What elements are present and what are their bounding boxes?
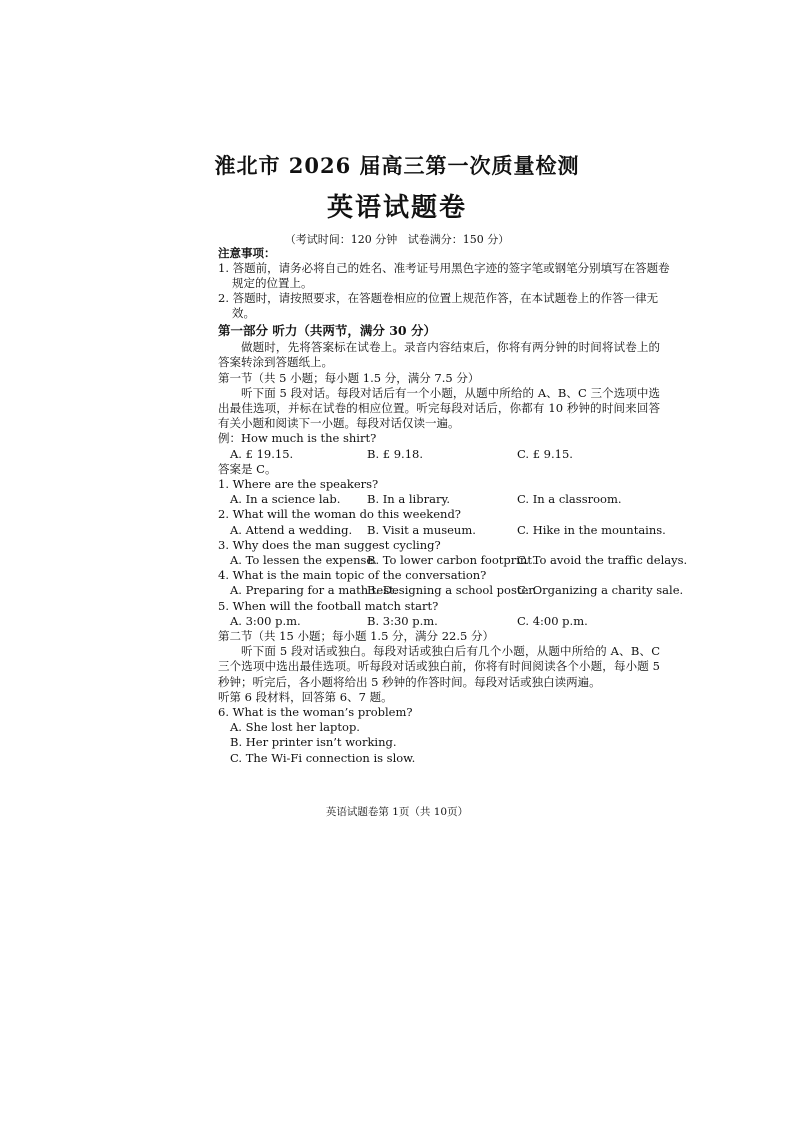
question-1-options: [218, 492, 660, 507]
example-options: [218, 447, 660, 462]
option-b: B. To lower carbon footprint.: [367, 553, 536, 567]
exam-title: 淮北市 2026 届高三第一次质量检测: [214, 153, 580, 178]
option-c: C. 4:00 p.m.: [517, 613, 588, 628]
option-a: A. To lessen the expense.: [230, 553, 377, 567]
option-c: C. The Wi-Fi connection is slow.: [230, 750, 416, 765]
option-b: B. Designing a school poster.: [367, 583, 537, 598]
option-a: A. Preparing for a math test.: [230, 583, 398, 598]
option-b: B. £ 9.18.: [367, 446, 423, 461]
question-3-options: [218, 553, 688, 568]
option-b: B. In a library.: [367, 492, 451, 507]
section2-intro: 听下面 5 段对话或独白。每段对话或独白后有几个小题，从题中所给的 A、B、C 三个选项中选出最佳选项。听每段对话或独白前，你将有时间阅读各个小题，每小题 5 秒钟；听完后，各小题将给出 5 秒钟的作答时间。每段对话或独白读两遍。: [218, 644, 660, 689]
question-3: 3. Why does the man suggest cycling?: [218, 537, 441, 552]
option-b: B. Her printer isn’t working.: [230, 735, 397, 750]
example-answer: 答案是 C。: [218, 461, 277, 476]
question-6-options: [218, 720, 660, 766]
option-a: A. In a science lab.: [230, 492, 341, 507]
section2-heading: 第二节（共 15 小题；每小题 1.5 分，满分 22.5 分）: [218, 628, 494, 643]
option-a: A. She lost her laptop.: [230, 720, 360, 735]
question-5: 5. When will the football match start?: [218, 598, 439, 613]
page-footer: 英语试题卷第 1页（共 10页）: [325, 806, 469, 818]
option-b: B. Visit a museum.: [367, 522, 476, 537]
note-item: 2. 答题时，请按照要求，在答题卷相应的位置上规范作答，在本试题卷上的作答一律无效。: [218, 291, 659, 320]
question-2: 2. What will the woman do this weekend?: [218, 507, 461, 522]
part1-heading: 第一部分 听力（共两节，满分 30 分）: [218, 323, 436, 338]
example-question: 例：How much is the shirt?: [218, 431, 377, 446]
part1-section: [218, 323, 688, 766]
section1-heading: 第一节（共 5 小题；每小题 1.5 分，满分 7.5 分）: [218, 370, 480, 385]
question-4-options: [218, 583, 684, 598]
question-6: 6. What is the woman’s problem?: [218, 704, 413, 719]
material-instruction: 听第 6 段材料，回答第 6、7 题。: [218, 689, 393, 704]
notes-section: [218, 246, 680, 321]
part1-intro: 做题时，先将答案标在试卷上。录音内容结束后，你将有两分钟的时间将试卷上的答案转涂到答题纸上。: [218, 340, 660, 370]
option-c: C. To avoid the traffic delays.: [517, 553, 688, 567]
option-b: B. 3:30 p.m.: [367, 613, 438, 628]
exam-subtitle: 英语试题卷: [326, 193, 467, 223]
option-a: A. Attend a wedding.: [230, 522, 353, 537]
note-item: 1. 答题前，请务必将自己的姓名、准考证号用黑色字迹的签字笔或钢笔分别填写在答题卷规定的位置上。: [218, 261, 670, 290]
question-1: 1. Where are the speakers?: [218, 477, 379, 492]
notes-heading: 注意事项：: [218, 246, 276, 260]
question-4: 4. What is the main topic of the conversation?: [218, 568, 487, 583]
option-a: A. 3:00 p.m.: [230, 613, 301, 628]
exam-info: （考试时间：120 分钟 试卷满分：150 分）: [284, 233, 510, 246]
option-c: C. Hike in the mountains.: [517, 522, 666, 537]
question-2-options: [218, 522, 666, 538]
option-c: C. Organizing a charity sale.: [517, 583, 684, 598]
section1-intro: 听下面 5 段对话。每段对话后有一个小题，从题中所给的 A、B、C 三个选项中选出最佳选项，并标在试卷的相应位置。听完每段对话后，你都有 10 秒钟的时间来回答有关小题和阅读下一小题。每段对话仅读一遍。: [218, 385, 660, 431]
option-c: C. In a classroom.: [517, 492, 622, 507]
option-c: C. £ 9.15.: [517, 446, 573, 461]
question-5-options: [218, 614, 660, 629]
option-a: A. £ 19.15.: [230, 446, 294, 461]
